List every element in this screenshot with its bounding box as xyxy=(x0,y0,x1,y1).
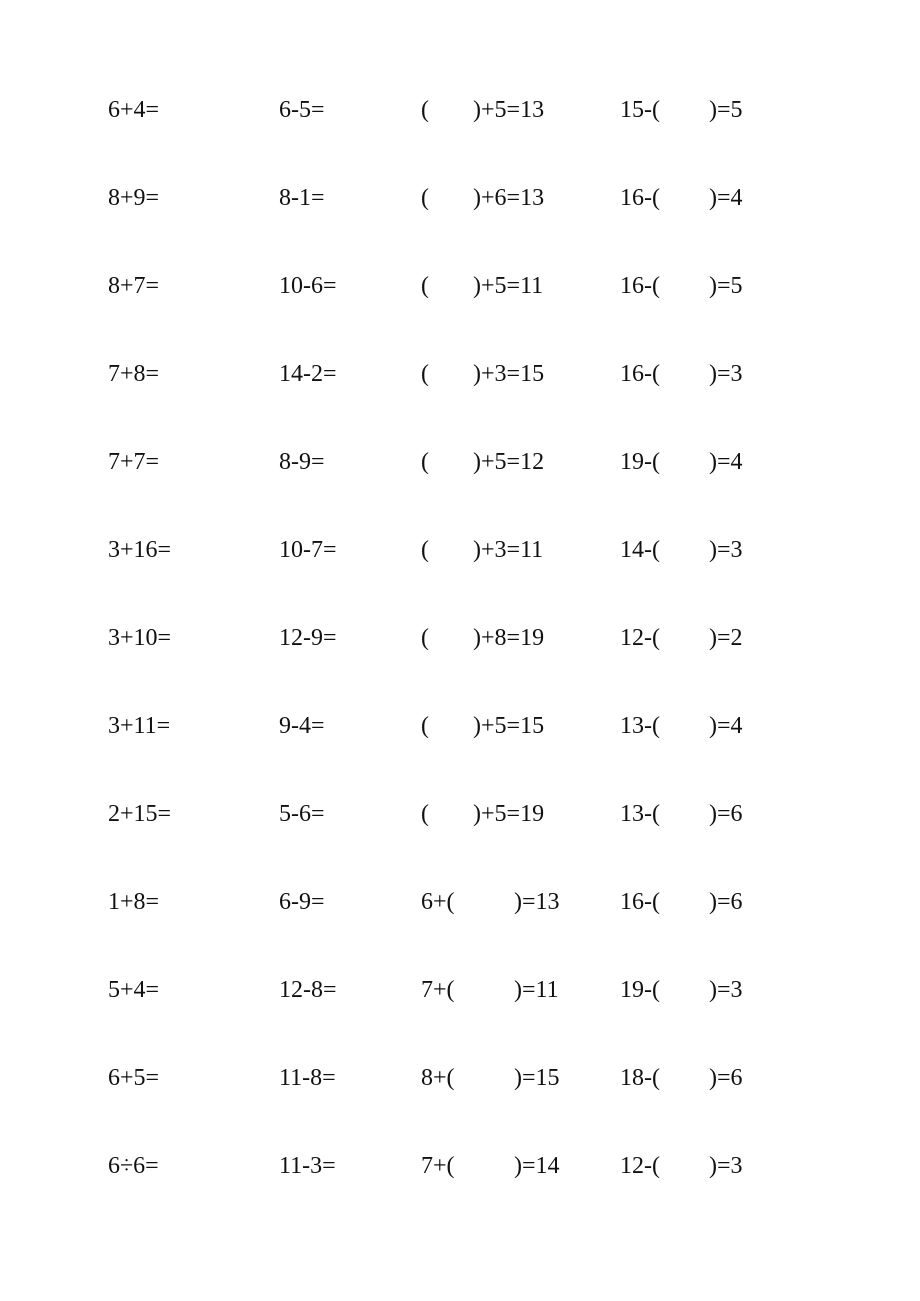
missing-addend-close: )=14 xyxy=(514,1153,560,1179)
addition-problem: 8+7= xyxy=(108,273,160,299)
missing-subtrahend-open: 14-( xyxy=(620,537,660,563)
missing-subtrahend-open: 18-( xyxy=(620,1065,660,1091)
subtraction-problem: 5-6= xyxy=(279,801,325,827)
missing-addend-close: )+3=11 xyxy=(473,537,544,563)
addition-problem: 2+15= xyxy=(108,801,172,827)
addition-problem: 3+11= xyxy=(108,713,171,739)
problem-row xyxy=(0,799,920,839)
addition-problem: 3+10= xyxy=(108,625,172,651)
addition-problem: 7+7= xyxy=(108,449,160,475)
addition-problem: 5+4= xyxy=(108,977,160,1003)
missing-addend-close: )+8=19 xyxy=(473,625,545,651)
subtraction-problem: 12-8= xyxy=(279,977,337,1003)
missing-subtrahend-close: )=3 xyxy=(709,537,743,563)
problem-row xyxy=(0,447,920,487)
missing-subtrahend-open: 16-( xyxy=(620,361,660,387)
missing-subtrahend-close: )=2 xyxy=(709,625,743,651)
missing-addend-open: ( xyxy=(421,713,429,739)
problem-row xyxy=(0,975,920,1015)
missing-addend-close: )=15 xyxy=(514,1065,560,1091)
subtraction-problem: 11-8= xyxy=(279,1065,336,1091)
subtraction-problem: 8-1= xyxy=(279,185,325,211)
missing-addend-close: )+5=13 xyxy=(473,97,545,123)
missing-subtrahend-open: 16-( xyxy=(620,273,660,299)
missing-addend-open: 6+( xyxy=(421,889,455,915)
missing-subtrahend-open: 13-( xyxy=(620,713,660,739)
problem-row xyxy=(0,623,920,663)
missing-subtrahend-close: )=4 xyxy=(709,185,743,211)
missing-subtrahend-close: )=6 xyxy=(709,1065,743,1091)
missing-addend-close: )+5=15 xyxy=(473,713,545,739)
missing-addend-close: )+5=11 xyxy=(473,273,544,299)
subtraction-problem: 10-7= xyxy=(279,537,337,563)
missing-subtrahend-open: 19-( xyxy=(620,449,660,475)
missing-subtrahend-close: )=3 xyxy=(709,361,743,387)
addition-problem: 6+4= xyxy=(108,97,160,123)
missing-subtrahend-open: 15-( xyxy=(620,97,660,123)
missing-addend-open: 7+( xyxy=(421,1153,455,1179)
missing-subtrahend-close: )=3 xyxy=(709,1153,743,1179)
missing-subtrahend-close: )=4 xyxy=(709,713,743,739)
missing-addend-open: ( xyxy=(421,625,429,651)
problem-row xyxy=(0,183,920,223)
missing-subtrahend-close: )=6 xyxy=(709,889,743,915)
problem-row xyxy=(0,1151,920,1191)
missing-subtrahend-open: 12-( xyxy=(620,1153,660,1179)
missing-subtrahend-close: )=6 xyxy=(709,801,743,827)
missing-subtrahend-close: )=4 xyxy=(709,449,743,475)
subtraction-problem: 9-4= xyxy=(279,713,325,739)
missing-subtrahend-open: 16-( xyxy=(620,889,660,915)
subtraction-problem: 11-3= xyxy=(279,1153,336,1179)
missing-addend-close: )+5=12 xyxy=(473,449,545,475)
missing-addend-close: )=11 xyxy=(514,977,559,1003)
missing-addend-close: )=13 xyxy=(514,889,560,915)
problem-row xyxy=(0,711,920,751)
missing-subtrahend-close: )=5 xyxy=(709,273,743,299)
subtraction-problem: 14-2= xyxy=(279,361,337,387)
problem-row xyxy=(0,359,920,399)
addition-problem: 7+8= xyxy=(108,361,160,387)
missing-addend-open: ( xyxy=(421,185,429,211)
missing-addend-open: 8+( xyxy=(421,1065,455,1091)
missing-addend-close: )+5=19 xyxy=(473,801,545,827)
missing-subtrahend-open: 19-( xyxy=(620,977,660,1003)
problem-row xyxy=(0,535,920,575)
missing-addend-close: )+6=13 xyxy=(473,185,545,211)
problem-row xyxy=(0,887,920,927)
addition-problem: 1+8= xyxy=(108,889,160,915)
missing-addend-open: ( xyxy=(421,273,429,299)
missing-subtrahend-open: 13-( xyxy=(620,801,660,827)
missing-subtrahend-close: )=5 xyxy=(709,97,743,123)
subtraction-problem: 10-6= xyxy=(279,273,337,299)
addition-problem: 8+9= xyxy=(108,185,160,211)
missing-subtrahend-close: )=3 xyxy=(709,977,743,1003)
addition-problem: 3+16= xyxy=(108,537,172,563)
missing-addend-close: )+3=15 xyxy=(473,361,545,387)
addition-problem: 6+5= xyxy=(108,1065,160,1091)
subtraction-problem: 6-9= xyxy=(279,889,325,915)
addition-problem: 6÷6= xyxy=(108,1153,159,1179)
missing-addend-open: ( xyxy=(421,537,429,563)
problem-row xyxy=(0,1063,920,1103)
missing-addend-open: 7+( xyxy=(421,977,455,1003)
problem-row xyxy=(0,95,920,135)
missing-subtrahend-open: 12-( xyxy=(620,625,660,651)
missing-addend-open: ( xyxy=(421,97,429,123)
subtraction-problem: 6-5= xyxy=(279,97,325,123)
missing-addend-open: ( xyxy=(421,361,429,387)
problem-row xyxy=(0,271,920,311)
missing-addend-open: ( xyxy=(421,801,429,827)
subtraction-problem: 8-9= xyxy=(279,449,325,475)
subtraction-problem: 12-9= xyxy=(279,625,337,651)
missing-addend-open: ( xyxy=(421,449,429,475)
missing-subtrahend-open: 16-( xyxy=(620,185,660,211)
